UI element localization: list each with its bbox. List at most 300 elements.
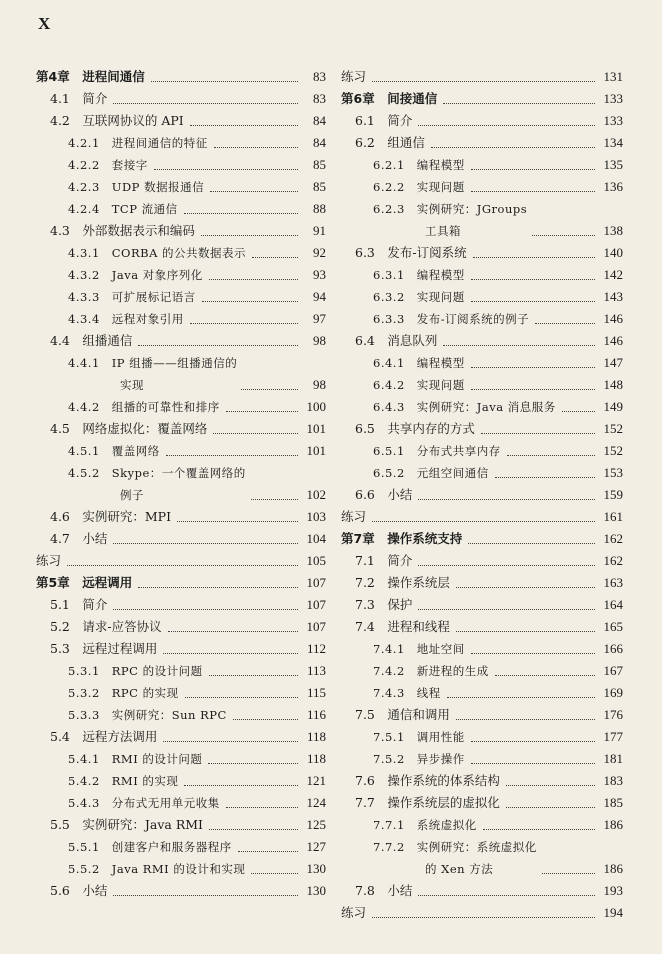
toc-entry	[36, 352, 326, 396]
toc-entry-title	[68, 440, 164, 462]
toc-entry-title	[50, 638, 161, 660]
toc-entry-title	[373, 176, 469, 198]
toc-page-number: 104	[303, 528, 327, 550]
toc-entry-title	[355, 594, 416, 616]
toc-entry-title-text: 6.3 发布-订阅系统	[355, 245, 467, 260]
toc-entry-title-text: 7.4 进程和线程	[355, 619, 450, 634]
toc-page-number: 138	[600, 220, 624, 242]
dot-leader	[226, 411, 298, 412]
toc-page-number: 142	[600, 264, 624, 286]
toc-entry	[341, 902, 623, 924]
toc-entry	[36, 836, 326, 858]
toc-entry-title	[373, 814, 481, 836]
toc-page-number: 112	[303, 638, 326, 660]
dot-leader	[113, 103, 298, 104]
dot-leader	[507, 455, 595, 456]
toc-entry-title-text: 7.5.2 异步操作	[373, 752, 465, 766]
toc-entry-title	[341, 506, 370, 528]
toc-entry-title	[355, 132, 429, 154]
dot-leader	[190, 323, 298, 324]
toc-entry	[36, 132, 326, 154]
toc-entry-title-text: 4.3.1 CORBA 的公共数据表示	[68, 246, 247, 260]
toc-page-number: 166	[600, 638, 624, 660]
toc-page-number: 107	[303, 594, 327, 616]
dot-leader	[471, 279, 595, 280]
toc-entry-title-text: 6.1 简介	[355, 113, 413, 128]
dot-leader	[431, 147, 595, 148]
toc-page-number: 127	[303, 836, 327, 858]
toc-page-number: 149	[600, 396, 624, 418]
toc-entry-title	[68, 748, 206, 770]
toc-entry-title-text: 第5章 远程调用	[36, 575, 133, 590]
toc-entry-title	[68, 660, 207, 682]
toc-entry-title	[355, 242, 471, 264]
toc-entry-title-text: 5.6 小结	[50, 883, 108, 898]
toc-page-number: 98	[309, 330, 326, 352]
toc-page-number: 147	[600, 352, 624, 374]
toc-chapter-entry	[341, 528, 623, 550]
dot-leader	[238, 851, 298, 852]
toc-entry-title	[341, 902, 370, 924]
toc-entry	[341, 572, 623, 594]
toc-entry-title-text: 5.5.1 创建客户和服务器程序	[68, 840, 232, 854]
toc-page-number: 130	[303, 858, 327, 880]
dot-leader	[418, 895, 595, 896]
toc-entry-title-text: 6.2 组通信	[355, 135, 425, 150]
toc-page-number: 130	[303, 880, 327, 902]
toc-entry-title	[373, 462, 493, 484]
dot-leader	[471, 191, 595, 192]
toc-page-number: 118	[303, 748, 326, 770]
dot-leader	[418, 125, 595, 126]
toc-entry-title-text: 5.4 远程方法调用	[50, 729, 158, 744]
toc-entry-title	[355, 616, 454, 638]
toc-entry	[36, 154, 326, 176]
toc-page-number: 83	[309, 88, 326, 110]
toc-page-number: 148	[600, 374, 624, 396]
toc-entry	[341, 484, 623, 506]
toc-entry-title	[373, 198, 531, 242]
toc-entry-title-text: 6.3.3 发布-订阅系统的例子	[373, 312, 530, 326]
toc-entry-title	[355, 550, 416, 572]
toc-entry-title-text: 第4章 进程间通信	[36, 69, 145, 84]
toc-entry-title-text: 7.5 通信和调用	[355, 707, 450, 722]
toc-entry	[36, 242, 326, 264]
toc-entry	[341, 418, 623, 440]
toc-entry	[341, 66, 623, 88]
toc-page-number: 162	[600, 550, 624, 572]
toc-entry	[36, 638, 326, 660]
dot-leader	[185, 697, 298, 698]
toc-entry	[341, 616, 623, 638]
toc-entry-title	[68, 792, 224, 814]
toc-entry	[36, 880, 326, 902]
toc-page-number: 101	[303, 440, 327, 462]
toc-page-number: 100	[303, 396, 327, 418]
toc-chapter-entry	[341, 88, 623, 110]
dot-leader	[473, 257, 595, 258]
toc-entry-title	[68, 462, 250, 506]
toc-entry-title-text: 练习	[341, 905, 367, 920]
toc-entry-title-text: 练习	[36, 553, 62, 568]
dot-leader	[233, 719, 298, 720]
toc-page-number: 136	[600, 176, 624, 198]
toc-entry	[341, 330, 623, 352]
toc-entry-title-text: 5.5.2 Java RMI 的设计和实现	[68, 862, 246, 876]
toc-entry-title-text: 4.1 简介	[50, 91, 108, 106]
toc-entry	[341, 836, 623, 880]
toc-entry	[341, 264, 623, 286]
dot-leader	[190, 125, 298, 126]
dot-leader	[209, 279, 298, 280]
toc-entry	[36, 682, 326, 704]
dot-leader	[535, 323, 595, 324]
toc-entry-title	[355, 572, 454, 594]
dot-leader	[372, 81, 595, 82]
toc-entry	[36, 286, 326, 308]
toc-page-number: 177	[600, 726, 624, 748]
toc-entry	[36, 506, 326, 528]
toc-entry-title	[355, 484, 416, 506]
dot-leader	[483, 829, 595, 830]
dot-leader	[471, 763, 595, 764]
toc-page-number: 143	[600, 286, 624, 308]
toc-entry	[341, 594, 623, 616]
toc-entry	[36, 858, 326, 880]
toc-page-number: 152	[600, 418, 624, 440]
toc-page-number: 85	[309, 154, 326, 176]
toc-page-number: 146	[600, 308, 624, 330]
toc-entry-title	[373, 660, 493, 682]
toc-entry-title	[50, 528, 111, 550]
toc-entry-title	[68, 682, 183, 704]
toc-entry-title-text: 5.3.1 RPC 的设计问题	[68, 664, 203, 678]
toc-entry	[36, 594, 326, 616]
toc-entry	[36, 748, 326, 770]
toc-entry-title-text: 6.2.3 实例研究：JGroups	[373, 202, 528, 216]
toc-page-number: 125	[303, 814, 327, 836]
dot-leader	[495, 675, 595, 676]
toc-page-number: 124	[303, 792, 327, 814]
toc-entry-title-text: 7.4.3 线程	[373, 686, 441, 700]
toc-entry-title-text: 4.2.1 进程间通信的特征	[68, 136, 208, 150]
toc-entry	[341, 198, 623, 242]
toc-entry	[36, 220, 326, 242]
toc-entry	[341, 132, 623, 154]
dot-leader	[184, 785, 298, 786]
toc-entry-title	[50, 880, 111, 902]
toc-entry	[36, 110, 326, 132]
toc-entry-title	[355, 110, 416, 132]
toc-entry-title	[68, 242, 250, 264]
dot-leader	[471, 389, 595, 390]
dot-leader	[252, 257, 298, 258]
toc-entry	[36, 770, 326, 792]
toc-entry-title-text: 7.4.1 地址空间	[373, 642, 465, 656]
toc-page-number: 169	[600, 682, 624, 704]
toc-entry-title-text: 第7章 操作系统支持	[341, 531, 463, 546]
toc-entry-title-text: 6.5.2 元组空间通信	[373, 466, 489, 480]
toc-entry-title-text: 4.2.4 TCP 流通信	[68, 202, 178, 216]
toc-entry-title	[373, 308, 533, 330]
toc-page-number: 163	[600, 572, 624, 594]
toc-entry	[341, 506, 623, 528]
toc-page-number: 102	[303, 484, 327, 506]
toc-entry-title-text: 7.7.1 系统虚拟化	[373, 818, 477, 832]
toc-entry-title-text: 4.2.3 UDP 数据报通信	[68, 180, 205, 194]
dot-leader	[372, 917, 595, 918]
toc-entry-title-text: 4.4.1 IP 组播——组播通信的	[68, 356, 238, 370]
dot-leader	[226, 807, 298, 808]
dot-leader	[113, 609, 298, 610]
toc-entry-title-text: 5.1 简介	[50, 597, 108, 612]
dot-leader	[443, 103, 595, 104]
toc-page-number: 193	[600, 880, 624, 902]
toc-entry-title	[373, 682, 445, 704]
toc-entry	[36, 726, 326, 748]
toc-entry	[36, 396, 326, 418]
toc-entry-title	[68, 198, 182, 220]
toc-page-number: 140	[600, 242, 624, 264]
dot-leader	[468, 543, 595, 544]
dot-leader	[166, 455, 298, 456]
toc-entry	[341, 308, 623, 330]
dot-leader	[209, 675, 298, 676]
toc-entry-title	[36, 66, 149, 88]
toc-entry-title-text: 6.5 共享内存的方式	[355, 421, 475, 436]
toc-page-number: 183	[600, 770, 624, 792]
toc-entry-title-text: 4.3.2 Java 对象序列化	[68, 268, 203, 282]
toc-page-number: 94	[309, 286, 326, 308]
toc-entry-title-text: 练习	[341, 509, 367, 524]
toc-page-number: 118	[303, 726, 326, 748]
toc-entry-title-continued: 的 Xen 方法	[425, 862, 494, 876]
toc-page-number: 84	[309, 110, 326, 132]
dot-leader	[138, 345, 298, 346]
dot-leader	[471, 169, 595, 170]
toc-page-number: 162	[600, 528, 624, 550]
toc-entry-title	[68, 264, 207, 286]
toc-entry	[36, 616, 326, 638]
toc-entry-title	[341, 66, 370, 88]
dot-leader	[481, 433, 595, 434]
toc-entry	[36, 440, 326, 462]
toc-entry	[341, 814, 623, 836]
toc-entry-title-text: 4.4 组播通信	[50, 333, 133, 348]
toc-page-number: 167	[600, 660, 624, 682]
toc-entry-title-text: 4.3.3 可扩展标记语言	[68, 290, 196, 304]
toc-entry-title	[373, 726, 469, 748]
toc-entry	[36, 660, 326, 682]
toc-entry-title	[36, 572, 136, 594]
toc-page-number: 194	[600, 902, 624, 924]
dot-leader	[456, 587, 595, 588]
dot-leader	[251, 873, 298, 874]
toc-entry-title	[50, 220, 199, 242]
toc-page-number: 153	[600, 462, 624, 484]
dot-leader	[177, 521, 298, 522]
dot-leader	[151, 81, 298, 82]
toc-page-number: 85	[309, 176, 326, 198]
page-number-roman: X	[38, 14, 51, 33]
toc-page-number: 121	[303, 770, 327, 792]
toc-page-number: 92	[309, 242, 326, 264]
toc-entry-title-text: 4.3 外部数据表示和编码	[50, 223, 195, 238]
dot-leader	[163, 653, 298, 654]
toc-entry-title	[68, 396, 224, 418]
toc-column-left	[36, 66, 326, 902]
toc-entry	[36, 792, 326, 814]
toc-entry-title	[355, 770, 504, 792]
toc-entry	[341, 176, 623, 198]
dot-leader	[168, 631, 298, 632]
toc-entry-title-text: 5.3 远程过程调用	[50, 641, 158, 656]
toc-entry	[341, 880, 623, 902]
toc-entry-title	[68, 176, 208, 198]
toc-column-right	[341, 66, 623, 924]
dot-leader	[447, 697, 595, 698]
dot-leader	[67, 565, 298, 566]
dot-leader	[418, 565, 595, 566]
toc-entry	[36, 198, 326, 220]
toc-page-number: 97	[309, 308, 326, 330]
toc-entry-title-text: 4.6 实例研究：MPI	[50, 509, 172, 524]
toc-page-number: 107	[303, 572, 327, 594]
toc-entry-title	[68, 770, 182, 792]
toc-entry-title	[50, 594, 111, 616]
toc-entry	[36, 308, 326, 330]
toc-entry-title	[68, 308, 188, 330]
dot-leader	[113, 895, 298, 896]
toc-entry-title	[50, 110, 188, 132]
toc-entry-title-text: 5.3.3 实例研究：Sun RPC	[68, 708, 227, 722]
toc-entry	[36, 176, 326, 198]
toc-entry-title-text: 6.6 小结	[355, 487, 413, 502]
toc-entry-title	[355, 880, 416, 902]
toc-page-number: 103	[303, 506, 327, 528]
toc-entry	[36, 330, 326, 352]
dot-leader	[418, 609, 595, 610]
toc-entry-title	[50, 506, 175, 528]
dot-leader	[209, 829, 298, 830]
toc-entry-title	[50, 88, 111, 110]
toc-entry-title-text: 第6章 间接通信	[341, 91, 438, 106]
toc-entry-title-text: 7.1 简介	[355, 553, 413, 568]
toc-entry	[36, 704, 326, 726]
toc-entry-title-text: 6.3.2 实现问题	[373, 290, 465, 304]
toc-entry	[341, 638, 623, 660]
toc-entry-title	[68, 858, 249, 880]
dot-leader	[113, 543, 298, 544]
toc-entry-title-text: 4.5 网络虚拟化：覆盖网络	[50, 421, 208, 436]
toc-entry-title	[68, 154, 152, 176]
toc-entry	[341, 770, 623, 792]
toc-entry-title-text: 4.7 小结	[50, 531, 108, 546]
toc-entry-title	[373, 352, 469, 374]
toc-entry-title-continued: 工具箱	[425, 224, 461, 238]
dot-leader	[471, 653, 595, 654]
toc-entry	[36, 550, 326, 572]
dot-leader	[471, 367, 595, 368]
dot-leader	[214, 147, 298, 148]
toc-entry-title-text: 5.4.3 分布式无用单元收集	[68, 796, 220, 810]
toc-entry	[341, 682, 623, 704]
toc-entry-title-text: 6.5.1 分布式共享内存	[373, 444, 501, 458]
toc-page-number: 133	[600, 110, 624, 132]
toc-entry-title-text: 练习	[341, 69, 367, 84]
dot-leader	[210, 191, 298, 192]
dot-leader	[202, 301, 298, 302]
toc-entry	[341, 726, 623, 748]
toc-entry-title	[373, 286, 469, 308]
toc-entry-title	[68, 132, 212, 154]
dot-leader	[163, 741, 298, 742]
toc-entry-title-text: 5.2 请求-应答协议	[50, 619, 162, 634]
toc-page-number: 107	[303, 616, 327, 638]
toc-page-number: 133	[600, 88, 624, 110]
toc-entry-title	[50, 418, 211, 440]
toc-entry-title-text: 6.2.2 实现问题	[373, 180, 465, 194]
toc-entry-title-text: 7.3 保护	[355, 597, 413, 612]
toc-page-number: 164	[600, 594, 624, 616]
toc-entry-title-text: 5.4.1 RMI 的设计问题	[68, 752, 203, 766]
toc-entry-title-text: 4.2.2 套接字	[68, 158, 148, 172]
toc-entry-title	[68, 704, 231, 726]
dot-leader	[506, 785, 595, 786]
toc-page-number: 159	[600, 484, 624, 506]
toc-entry-title-text: 5.4.2 RMI 的实现	[68, 774, 179, 788]
toc-entry	[36, 528, 326, 550]
toc-entry-title	[68, 836, 236, 858]
toc-entry-title-text: 7.8 小结	[355, 883, 413, 898]
dot-leader	[184, 213, 298, 214]
toc-entry-title-text: 5.3.2 RPC 的实现	[68, 686, 179, 700]
toc-entry	[341, 462, 623, 484]
toc-entry-title	[68, 286, 200, 308]
toc-entry-title-continued: 实现	[120, 378, 144, 392]
toc-page-number: 134	[600, 132, 624, 154]
toc-entry	[36, 88, 326, 110]
toc-entry	[36, 264, 326, 286]
toc-page-number: 93	[309, 264, 326, 286]
toc-page-number: 185	[600, 792, 624, 814]
dot-leader	[208, 763, 298, 764]
toc-entry	[341, 660, 623, 682]
dot-leader	[213, 433, 298, 434]
toc-entry	[341, 440, 623, 462]
toc-entry	[341, 550, 623, 572]
dot-leader	[443, 345, 595, 346]
toc-entry-title	[50, 726, 161, 748]
toc-entry-title-text: 4.3.4 远程对象引用	[68, 312, 184, 326]
toc-entry-title	[373, 374, 469, 396]
toc-entry-title-text: 6.4.3 实例研究：Java 消息服务	[373, 400, 556, 414]
toc-entry-title-text: 7.4.2 新进程的生成	[373, 664, 489, 678]
toc-entry-title	[68, 352, 241, 396]
toc-page-number: 152	[600, 440, 624, 462]
toc-entry-title	[50, 330, 136, 352]
toc-entry	[341, 748, 623, 770]
toc-entry	[341, 110, 623, 132]
toc-page-number: 186	[600, 858, 624, 880]
toc-entry-title	[355, 792, 504, 814]
toc-entry	[36, 462, 326, 506]
toc-entry	[341, 242, 623, 264]
toc-entry-title	[373, 440, 505, 462]
toc-page-number: 98	[309, 374, 326, 396]
toc-entry-title	[373, 264, 469, 286]
dot-leader	[154, 169, 298, 170]
